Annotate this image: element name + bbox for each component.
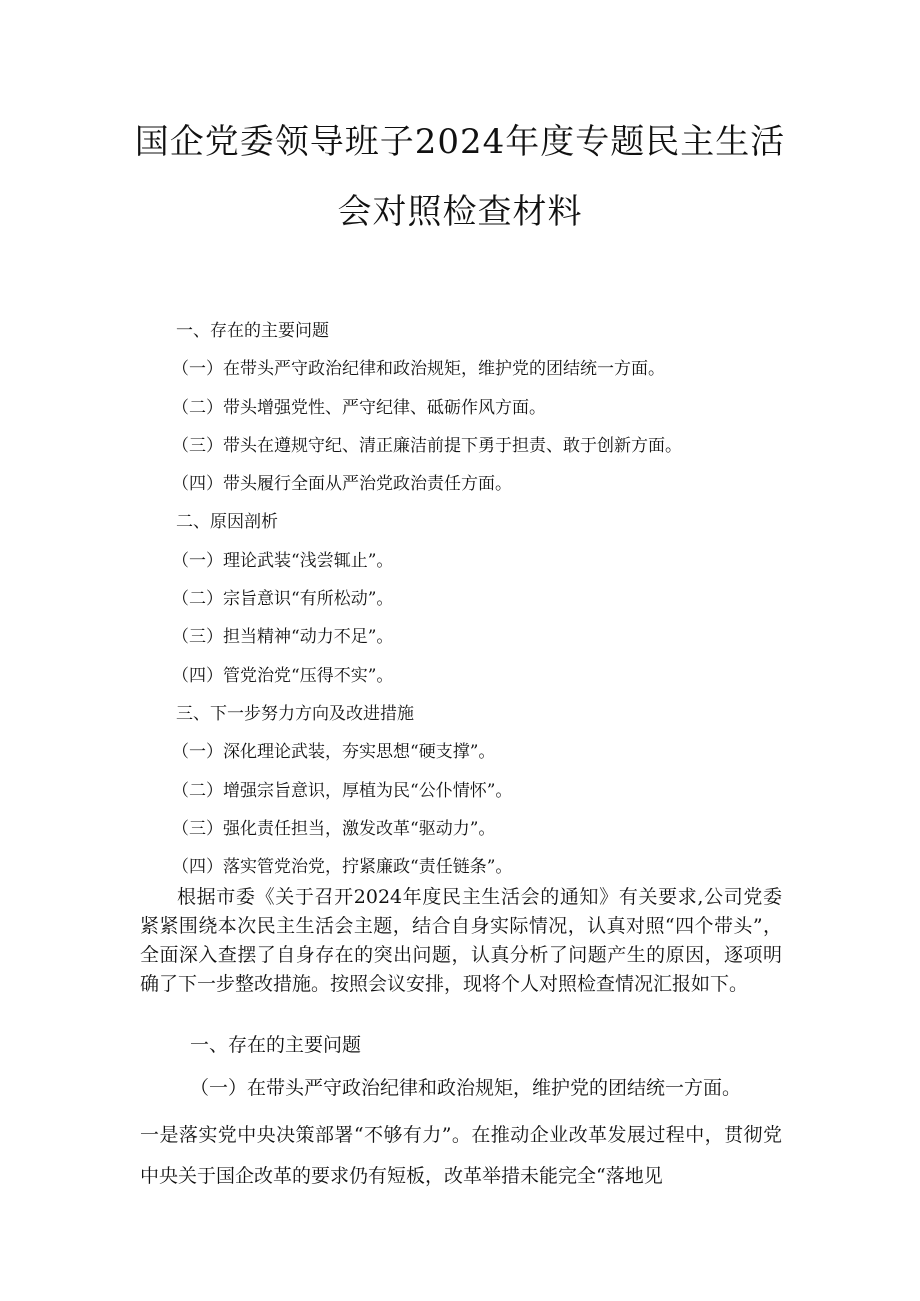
subsection-heading: （一）在带头严守政治纪律和政治规矩，维护党的团结统一方面。 [190,1077,742,1099]
outline-item: （一）在带头严守政治纪律和政治规矩，维护党的团结统一方面。 [172,359,665,380]
outline-item: （二）宗旨意识“有所松动”。 [172,589,394,610]
body-paragraph: 一是落实党中央决策部署“不够有力”。在推动企业改革发展过程中，贯彻党中央关于国企改革的要求仍有短板，改革举措未能完全“落地见 [140,1124,782,1187]
outline-item: （四）带头履行全面从严治党政治责任方面。 [172,474,512,495]
outline-item: （二）增强宗旨意识，厚植为民“公仆情怀”。 [172,780,513,801]
outline-item: （三）担当精神“动力不足”。 [172,627,394,648]
outline-item: （二）带头增强党性、严守纪律、砥砺作风方面。 [172,397,546,418]
outline-heading: 二、原因剖析 [176,512,278,533]
outline-item: （四）管党治党“压得不实”。 [172,665,394,686]
outline-item: （一）理论武装“浅尝辄止”。 [172,550,394,571]
document-title-line-1: 国企党委领导班子2024年度专题民主生活 [134,122,786,162]
outline-heading: 三、下一步努力方向及改进措施 [176,703,414,724]
outline-item: （一）深化理论武装，夯实思想“硬支撑”。 [172,742,496,763]
outline-item: （四）落实管党治党，拧紧廉政“责任链条”。 [172,857,513,878]
outline-heading: 一、存在的主要问题 [176,321,329,341]
intro-paragraph: 根据市委《关于召开2024年度民主生活会的通知》有关要求,公司党委紧紧围绕本次民主生活会主题，结合自身实际情况，认真对照“四个带头”，全面深入查摆了自身存在的突出问题，认真分析了问题产生的原因，逐项明确了下一步整改措施。按照会议安排，现将个人对照检查情况汇报如下。 [140,886,782,995]
outline-item: （三）强化责任担当，激发改革“驱动力”。 [172,818,496,839]
document-title-line-2: 会对照检查材料 [337,192,583,232]
outline-list [172,318,812,892]
section-heading: 一、存在的主要问题 [190,1034,362,1056]
outline-item: （三）带头在遵规守纪、清正廉洁前提下勇于担责、敢于创新方面。 [172,435,682,456]
